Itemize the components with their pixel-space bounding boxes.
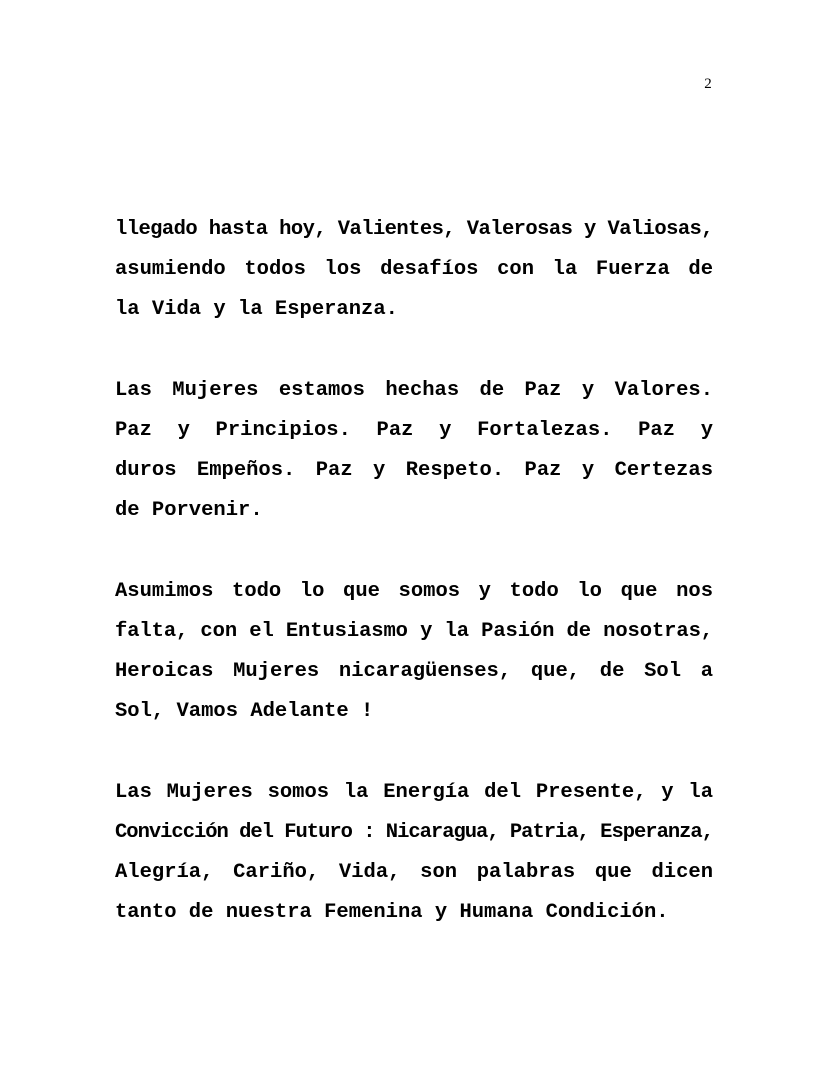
page-number: 2 <box>704 76 712 92</box>
text-line: la Vida y la Esperanza. <box>115 298 398 322</box>
text-line: Asumimos todo lo que somos y todo lo que nos <box>115 579 713 603</box>
paragraph-1 <box>115 210 713 331</box>
text-line: tanto de nuestra Femenina y Humana Condición. <box>115 901 669 925</box>
text-line: Sol, Vamos Adelante ! <box>115 700 374 724</box>
text-line: de Porvenir. <box>115 499 263 523</box>
text-line: asumiendo todos los desafíos con la Fuerza de <box>115 258 713 282</box>
text-line: Alegría, Cariño, Vida, son palabras que dicen <box>115 861 713 884</box>
document-body <box>115 210 713 974</box>
text-line: falta, con el Entusiasmo y la Pasión de nosotras, <box>115 619 713 643</box>
paragraph-4 <box>115 773 713 934</box>
text-line: Heroicas Mujeres nicaragüenses, que, de Sol a <box>115 660 713 684</box>
text-line: llegado hasta hoy, Valientes, Valerosas y Valiosas, <box>115 218 713 241</box>
text-line: duros Empeños. Paz y Respeto. Paz y Certezas <box>115 459 713 483</box>
text-line: Paz y Principios. Paz y Fortalezas. Paz y <box>115 418 713 442</box>
text-line: Convicción del Futuro : Nicaragua, Patria, Esperanza, <box>115 820 713 844</box>
text-line: Las Mujeres somos la Energía del Presente, y la <box>115 780 713 804</box>
text-line: Las Mujeres estamos hechas de Paz y Valores. <box>115 378 713 402</box>
paragraph-2 <box>115 371 713 532</box>
paragraph-3 <box>115 572 713 733</box>
